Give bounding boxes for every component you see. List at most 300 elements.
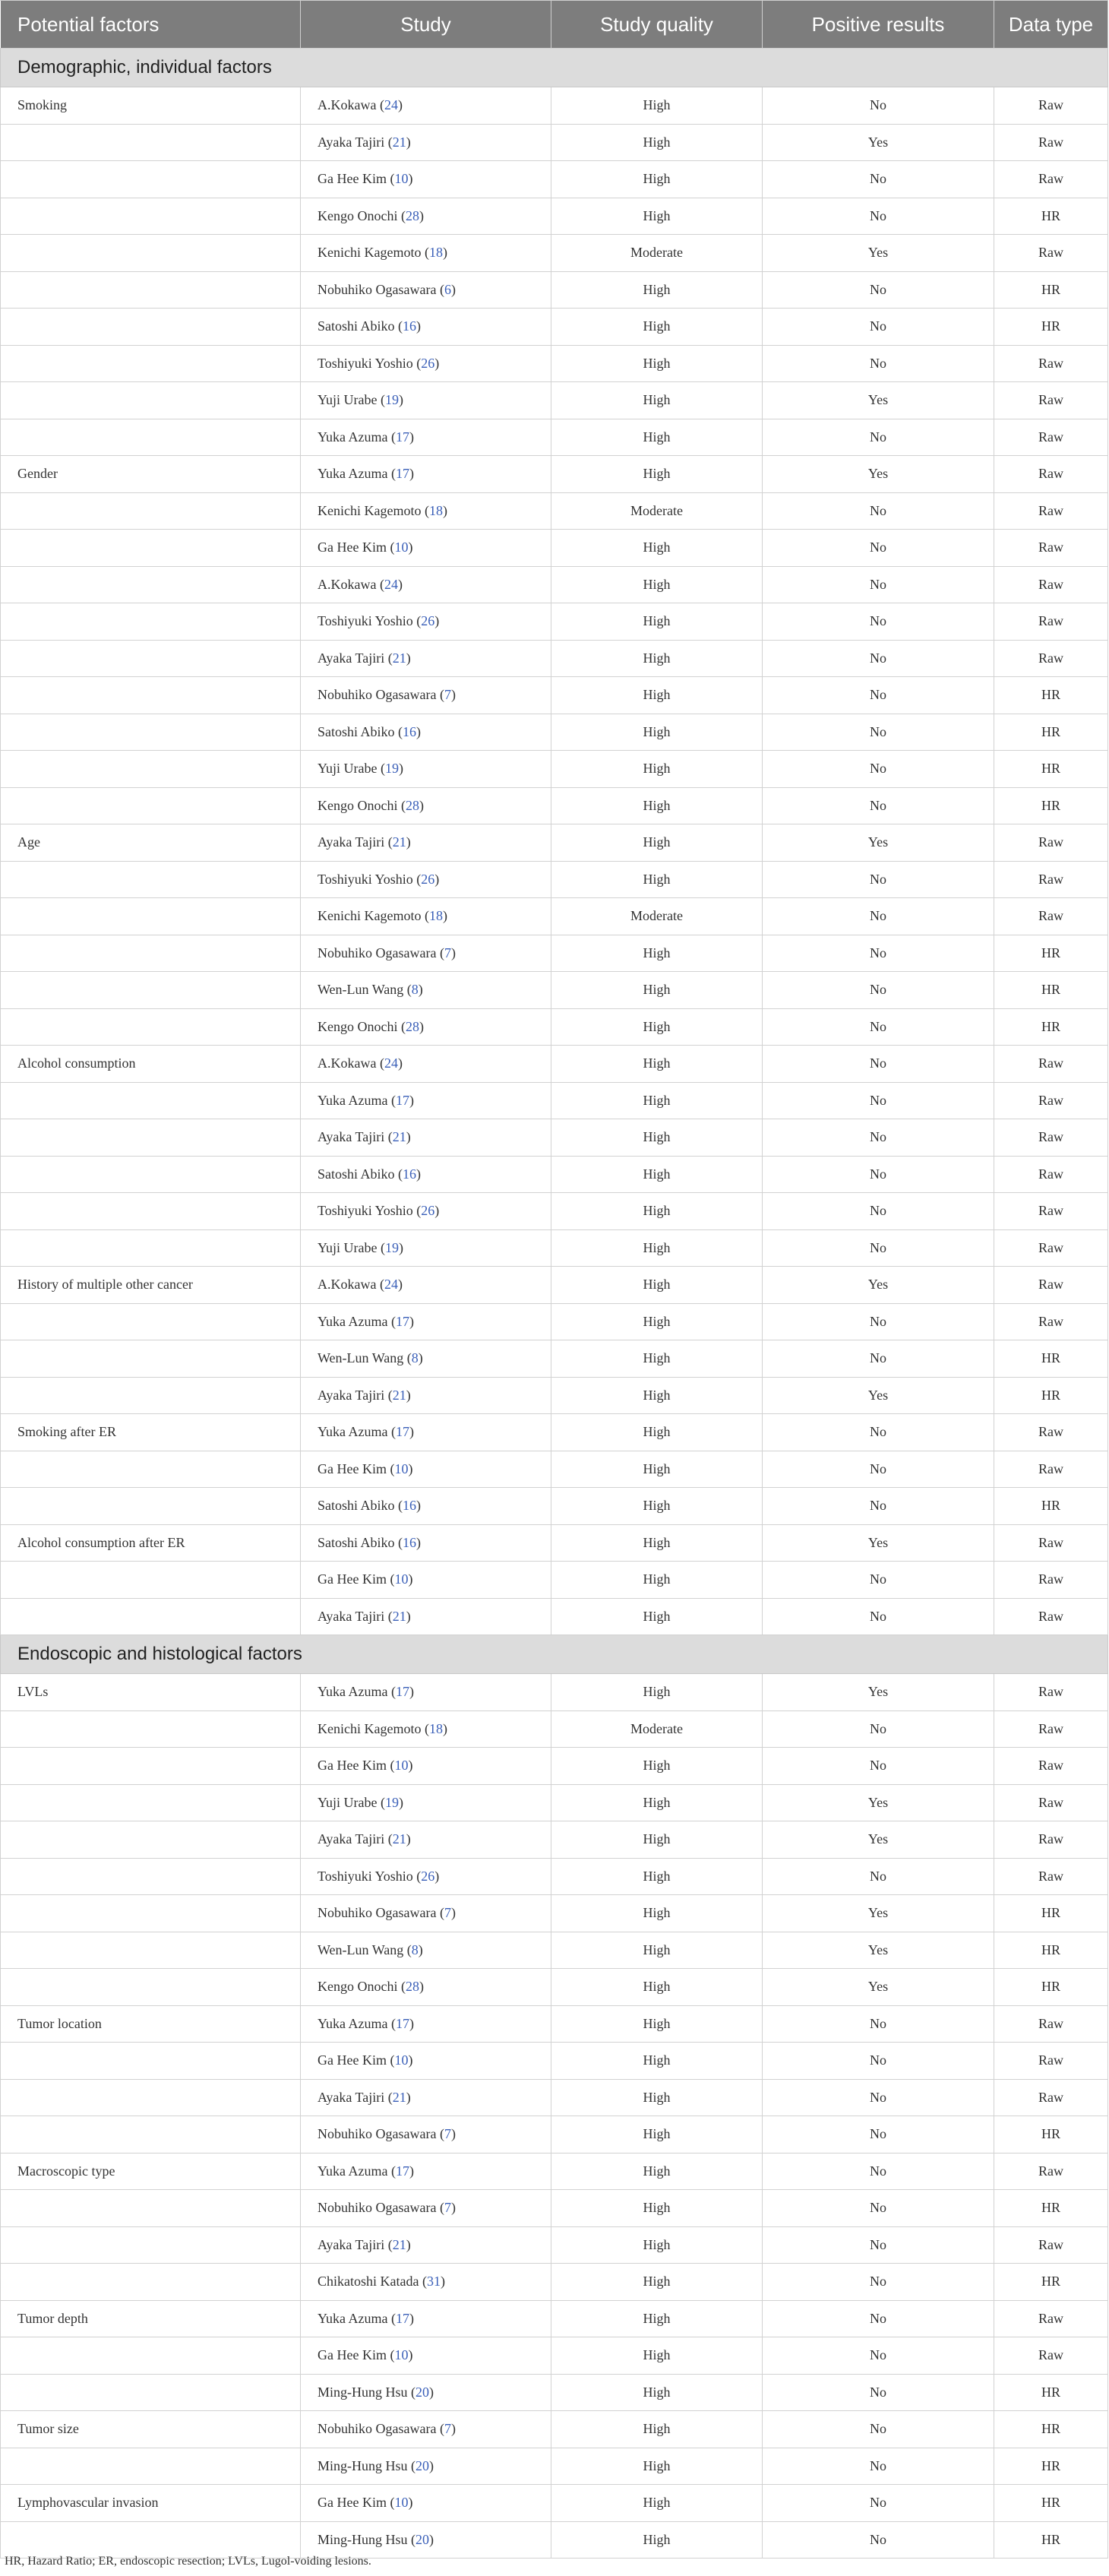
reference-link[interactable]: 10 bbox=[394, 171, 409, 187]
factor-cell bbox=[1, 309, 301, 346]
data-type-cell: Raw bbox=[994, 492, 1108, 530]
factor-cell bbox=[1, 1488, 301, 1525]
data-type-cell: HR bbox=[994, 787, 1108, 824]
data-type-cell: Raw bbox=[994, 1524, 1108, 1562]
reference-link[interactable]: 28 bbox=[405, 797, 419, 813]
factor-cell bbox=[1, 1858, 301, 1895]
study-author: Ga Hee Kim bbox=[318, 1758, 387, 1774]
study-cell: Yuji Urabe (19) bbox=[301, 1784, 551, 1821]
data-type-cell: Raw bbox=[994, 456, 1108, 493]
study-cell: Kengo Onochi (28) bbox=[301, 1008, 551, 1046]
data-type-cell: Raw bbox=[994, 2337, 1108, 2375]
factor-cell: Gender bbox=[1, 456, 301, 493]
data-type-cell: Raw bbox=[994, 419, 1108, 456]
study-author: Ga Hee Kim bbox=[318, 1460, 387, 1476]
data-type-cell: HR bbox=[994, 1895, 1108, 1932]
reference-link[interactable]: 28 bbox=[405, 207, 419, 223]
factor-cell bbox=[1, 1969, 301, 2006]
reference-link[interactable]: 10 bbox=[394, 1758, 409, 1774]
study-author: Toshiyuki Yoshio bbox=[318, 1868, 413, 1884]
positive-results-cell: No bbox=[763, 198, 994, 235]
study-cell: Ga Hee Kim (10) bbox=[301, 161, 551, 198]
positive-results-cell: No bbox=[763, 935, 994, 972]
factor-cell bbox=[1, 1377, 301, 1414]
table-row bbox=[1, 898, 1108, 935]
data-type-cell: Raw bbox=[994, 1858, 1108, 1895]
study-cell: Yuka Azuma (17) bbox=[301, 456, 551, 493]
table-row bbox=[1, 492, 1108, 530]
study-quality-cell: High bbox=[551, 271, 763, 309]
factor-cell bbox=[1, 1562, 301, 1599]
factor-cell bbox=[1, 345, 301, 382]
study-quality-cell: Moderate bbox=[551, 1710, 763, 1748]
data-type-cell: HR bbox=[994, 2116, 1108, 2154]
study-author: Ayaka Tajiri bbox=[318, 1831, 385, 1847]
study-cell: A.Kokawa (24) bbox=[301, 1267, 551, 1304]
study-cell: Ga Hee Kim (10) bbox=[301, 1562, 551, 1599]
data-type-cell: Raw bbox=[994, 1156, 1108, 1193]
factor-cell bbox=[1, 1821, 301, 1859]
study-quality-cell: Moderate bbox=[551, 492, 763, 530]
reference-link[interactable]: 21 bbox=[392, 1387, 406, 1403]
positive-results-cell: No bbox=[763, 2448, 994, 2485]
factor-cell bbox=[1, 530, 301, 567]
factor-cell bbox=[1, 1229, 301, 1267]
factor-cell bbox=[1, 492, 301, 530]
table-row bbox=[1, 2226, 1108, 2264]
study-cell: Nobuhiko Ogasawara (7) bbox=[301, 1895, 551, 1932]
reference-link[interactable]: 18 bbox=[428, 908, 443, 924]
positive-results-cell: No bbox=[763, 2190, 994, 2227]
data-type-cell: HR bbox=[994, 2411, 1108, 2448]
reference-link[interactable]: 21 bbox=[392, 1129, 406, 1145]
column-header-study-quality: Study quality bbox=[551, 1, 763, 49]
study-cell: Kengo Onochi (28) bbox=[301, 1969, 551, 2006]
table-row bbox=[1, 1858, 1108, 1895]
positive-results-cell: No bbox=[763, 1046, 994, 1083]
table-row bbox=[1, 861, 1108, 898]
factor-cell bbox=[1, 603, 301, 641]
reference-link[interactable]: 26 bbox=[421, 355, 435, 371]
positive-results-cell: No bbox=[763, 1488, 994, 1525]
table-row bbox=[1, 161, 1108, 198]
reference-link[interactable]: 16 bbox=[403, 1498, 417, 1514]
reference-link[interactable]: 24 bbox=[384, 1055, 398, 1071]
reference-link[interactable]: 10 bbox=[394, 540, 409, 555]
data-type-cell: HR bbox=[994, 1340, 1108, 1378]
study-cell: Wen-Lun Wang (8) bbox=[301, 972, 551, 1009]
study-author: Kenichi Kagemoto bbox=[318, 908, 422, 924]
table-row bbox=[1, 1524, 1108, 1562]
table-row bbox=[1, 1303, 1108, 1340]
study-quality-cell: Moderate bbox=[551, 235, 763, 272]
factor-cell bbox=[1, 1748, 301, 1785]
reference-link[interactable]: 17 bbox=[395, 429, 409, 445]
reference-link[interactable]: 17 bbox=[395, 2015, 409, 2031]
study-quality-cell: High bbox=[551, 1562, 763, 1599]
factor-cell bbox=[1, 382, 301, 419]
study-quality-cell: High bbox=[551, 345, 763, 382]
factor-cell: Age bbox=[1, 824, 301, 862]
reference-link[interactable]: 20 bbox=[415, 2457, 430, 2473]
table-row bbox=[1, 2300, 1108, 2337]
data-type-cell: Raw bbox=[994, 2153, 1108, 2190]
reference-link[interactable]: 16 bbox=[403, 1166, 417, 1182]
study-cell: Ga Hee Kim (10) bbox=[301, 2337, 551, 2375]
table-row bbox=[1, 1932, 1108, 1969]
study-author: Satoshi Abiko bbox=[318, 1534, 395, 1550]
positive-results-cell: Yes bbox=[763, 1267, 994, 1304]
table-row bbox=[1, 2190, 1108, 2227]
study-author: Ayaka Tajiri bbox=[318, 1387, 385, 1403]
table-row bbox=[1, 2153, 1108, 2190]
reference-link[interactable]: 24 bbox=[384, 1277, 398, 1293]
reference-link[interactable]: 16 bbox=[403, 723, 417, 739]
study-cell: Ayaka Tajiri (21) bbox=[301, 1821, 551, 1859]
study-author: Ayaka Tajiri bbox=[318, 834, 385, 850]
data-type-cell: Raw bbox=[994, 87, 1108, 125]
reference-link[interactable]: 21 bbox=[392, 1831, 406, 1847]
factor-cell: Smoking bbox=[1, 87, 301, 125]
study-cell: Yuka Azuma (17) bbox=[301, 1674, 551, 1711]
factor-cell bbox=[1, 419, 301, 456]
reference-link[interactable]: 7 bbox=[444, 2200, 451, 2216]
section-header-row bbox=[1, 49, 1108, 87]
table-row bbox=[1, 345, 1108, 382]
data-type-cell: Raw bbox=[994, 1562, 1108, 1599]
study-quality-cell: High bbox=[551, 1229, 763, 1267]
table-row bbox=[1, 1562, 1108, 1599]
reference-link[interactable]: 28 bbox=[405, 1018, 419, 1034]
table-row bbox=[1, 2485, 1108, 2522]
reference-link[interactable]: 26 bbox=[421, 1203, 435, 1219]
study-quality-cell: High bbox=[551, 1821, 763, 1859]
study-quality-cell: High bbox=[551, 2005, 763, 2043]
positive-results-cell: No bbox=[763, 861, 994, 898]
table-row bbox=[1, 1267, 1108, 1304]
reference-link[interactable]: 10 bbox=[394, 2495, 409, 2511]
study-quality-cell: High bbox=[551, 161, 763, 198]
study-quality-cell: High bbox=[551, 382, 763, 419]
table-row bbox=[1, 1082, 1108, 1119]
study-cell: Ayaka Tajiri (21) bbox=[301, 2226, 551, 2264]
study-quality-cell: High bbox=[551, 1377, 763, 1414]
reference-link[interactable]: 10 bbox=[394, 1571, 409, 1587]
factor-cell bbox=[1, 1156, 301, 1193]
study-quality-cell: High bbox=[551, 456, 763, 493]
study-quality-cell: High bbox=[551, 198, 763, 235]
factor-cell bbox=[1, 898, 301, 935]
study-cell: Ayaka Tajiri (21) bbox=[301, 1119, 551, 1157]
positive-results-cell: No bbox=[763, 1451, 994, 1488]
positive-results-cell: No bbox=[763, 2116, 994, 2154]
table-row bbox=[1, 419, 1108, 456]
factor-cell: Alcohol consumption bbox=[1, 1046, 301, 1083]
reference-link[interactable]: 10 bbox=[394, 1460, 409, 1476]
table-row bbox=[1, 2521, 1108, 2559]
data-type-cell: HR bbox=[994, 198, 1108, 235]
study-quality-cell: High bbox=[551, 1082, 763, 1119]
study-author: Yuji Urabe bbox=[318, 392, 378, 408]
study-quality-cell: High bbox=[551, 677, 763, 714]
reference-link[interactable]: 7 bbox=[444, 687, 451, 703]
study-cell: Ming-Hung Hsu (20) bbox=[301, 2448, 551, 2485]
table-row bbox=[1, 677, 1108, 714]
data-type-cell: Raw bbox=[994, 2226, 1108, 2264]
study-quality-cell: High bbox=[551, 1858, 763, 1895]
factor-cell: Smoking after ER bbox=[1, 1414, 301, 1451]
reference-link[interactable]: 7 bbox=[444, 945, 451, 960]
table-row bbox=[1, 382, 1108, 419]
reference-link[interactable]: 28 bbox=[405, 1979, 419, 1995]
table-row bbox=[1, 603, 1108, 641]
study-author: Ming-Hung Hsu bbox=[318, 2457, 408, 2473]
study-author: Ga Hee Kim bbox=[318, 1571, 387, 1587]
table-row bbox=[1, 566, 1108, 603]
table-row bbox=[1, 2043, 1108, 2080]
positive-results-cell: No bbox=[763, 1598, 994, 1635]
positive-results-cell: Yes bbox=[763, 824, 994, 862]
study-quality-cell: High bbox=[551, 1524, 763, 1562]
study-quality-cell: High bbox=[551, 2448, 763, 2485]
reference-link[interactable]: 26 bbox=[421, 1868, 435, 1884]
study-author: A.Kokawa bbox=[318, 576, 377, 592]
data-type-cell: HR bbox=[994, 2448, 1108, 2485]
factor-cell bbox=[1, 2079, 301, 2116]
reference-link[interactable]: 17 bbox=[395, 466, 409, 482]
positive-results-cell: Yes bbox=[763, 124, 994, 161]
positive-results-cell: No bbox=[763, 714, 994, 751]
table-row bbox=[1, 124, 1108, 161]
study-author: A.Kokawa bbox=[318, 1277, 377, 1293]
study-author: Kengo Onochi bbox=[318, 207, 398, 223]
reference-link[interactable]: 31 bbox=[426, 2274, 441, 2290]
reference-link[interactable]: 20 bbox=[415, 2531, 430, 2547]
study-author: Yuka Azuma bbox=[318, 466, 388, 482]
factor-cell bbox=[1, 2521, 301, 2559]
study-author: Wen-Lun Wang bbox=[318, 1350, 404, 1366]
reference-link[interactable]: 18 bbox=[428, 245, 443, 261]
study-quality-cell: High bbox=[551, 972, 763, 1009]
reference-link[interactable]: 8 bbox=[411, 1350, 419, 1366]
study-cell: Ming-Hung Hsu (20) bbox=[301, 2374, 551, 2411]
reference-link[interactable]: 21 bbox=[392, 650, 406, 666]
study-author: Satoshi Abiko bbox=[318, 723, 395, 739]
study-cell: Toshiyuki Yoshio (26) bbox=[301, 603, 551, 641]
reference-link[interactable]: 24 bbox=[384, 97, 398, 113]
reference-link[interactable]: 21 bbox=[392, 2236, 406, 2252]
data-type-cell: HR bbox=[994, 2521, 1108, 2559]
reference-link[interactable]: 6 bbox=[444, 281, 451, 297]
factor-cell bbox=[1, 2264, 301, 2301]
reference-link[interactable]: 17 bbox=[395, 1313, 409, 1329]
reference-link[interactable]: 21 bbox=[392, 134, 406, 150]
table-row bbox=[1, 1451, 1108, 1488]
reference-link[interactable]: 8 bbox=[411, 1941, 419, 1957]
study-quality-cell: High bbox=[551, 640, 763, 677]
study-author: Ga Hee Kim bbox=[318, 2347, 387, 2363]
factor-cell bbox=[1, 972, 301, 1009]
study-author: Nobuhiko Ogasawara bbox=[318, 2421, 437, 2437]
data-type-cell: HR bbox=[994, 972, 1108, 1009]
study-cell: Yuka Azuma (17) bbox=[301, 1082, 551, 1119]
study-quality-cell: High bbox=[551, 1303, 763, 1340]
reference-link[interactable]: 8 bbox=[411, 982, 419, 998]
table-body bbox=[1, 49, 1108, 2559]
reference-link[interactable]: 26 bbox=[421, 613, 435, 629]
data-type-cell: Raw bbox=[994, 161, 1108, 198]
study-cell: Ga Hee Kim (10) bbox=[301, 2485, 551, 2522]
reference-link[interactable]: 7 bbox=[444, 2421, 451, 2437]
data-type-cell: HR bbox=[994, 309, 1108, 346]
study-quality-cell: High bbox=[551, 2411, 763, 2448]
study-quality-cell: High bbox=[551, 603, 763, 641]
positive-results-cell: No bbox=[763, 2521, 994, 2559]
table-row bbox=[1, 1008, 1108, 1046]
study-quality-cell: High bbox=[551, 2485, 763, 2522]
reference-link[interactable]: 24 bbox=[384, 576, 398, 592]
positive-results-cell: No bbox=[763, 787, 994, 824]
table-row bbox=[1, 787, 1108, 824]
factor-cell bbox=[1, 1303, 301, 1340]
data-type-cell: Raw bbox=[994, 530, 1108, 567]
study-quality-cell: High bbox=[551, 1784, 763, 1821]
positive-results-cell: No bbox=[763, 603, 994, 641]
study-author: Yuka Azuma bbox=[318, 1424, 388, 1440]
reference-link[interactable]: 21 bbox=[392, 834, 406, 850]
positive-results-cell: No bbox=[763, 2226, 994, 2264]
study-cell: Yuka Azuma (17) bbox=[301, 2153, 551, 2190]
table-row bbox=[1, 235, 1108, 272]
data-type-cell: HR bbox=[994, 1377, 1108, 1414]
study-cell: Nobuhiko Ogasawara (7) bbox=[301, 935, 551, 972]
positive-results-cell: No bbox=[763, 1303, 994, 1340]
study-quality-cell: High bbox=[551, 1414, 763, 1451]
section-title: Demographic, individual factors bbox=[1, 49, 1108, 87]
table-row bbox=[1, 1748, 1108, 1785]
study-author: Nobuhiko Ogasawara bbox=[318, 2126, 437, 2142]
reference-link[interactable]: 7 bbox=[444, 1905, 451, 1921]
study-cell: Ga Hee Kim (10) bbox=[301, 2043, 551, 2080]
study-cell: Kenichi Kagemoto (18) bbox=[301, 492, 551, 530]
table-row bbox=[1, 824, 1108, 862]
study-quality-cell: High bbox=[551, 309, 763, 346]
study-quality-cell: High bbox=[551, 2043, 763, 2080]
study-author: Kengo Onochi bbox=[318, 1979, 398, 1995]
table-row bbox=[1, 1340, 1108, 1378]
data-type-cell: Raw bbox=[994, 2300, 1108, 2337]
positive-results-cell: No bbox=[763, 87, 994, 125]
reference-link[interactable]: 7 bbox=[444, 2126, 451, 2142]
reference-link[interactable]: 17 bbox=[395, 2163, 409, 2179]
column-header-data-type: Data type bbox=[994, 1, 1108, 49]
data-type-cell: HR bbox=[994, 271, 1108, 309]
reference-link[interactable]: 19 bbox=[384, 1239, 399, 1255]
positive-results-cell: No bbox=[763, 566, 994, 603]
factor-cell bbox=[1, 1932, 301, 1969]
study-author: Ga Hee Kim bbox=[318, 171, 387, 187]
table-row bbox=[1, 1414, 1108, 1451]
data-type-cell: HR bbox=[994, 751, 1108, 788]
study-author: Nobuhiko Ogasawara bbox=[318, 281, 437, 297]
study-cell: Ayaka Tajiri (21) bbox=[301, 2079, 551, 2116]
reference-link[interactable]: 19 bbox=[384, 761, 399, 777]
study-cell: Ayaka Tajiri (21) bbox=[301, 124, 551, 161]
reference-link[interactable]: 21 bbox=[392, 2089, 406, 2105]
reference-link[interactable]: 20 bbox=[415, 2384, 430, 2400]
table-row bbox=[1, 1674, 1108, 1711]
table-row bbox=[1, 1156, 1108, 1193]
reference-link[interactable]: 17 bbox=[395, 2310, 409, 2326]
reference-link[interactable]: 21 bbox=[392, 1608, 406, 1624]
study-author: Kenichi Kagemoto bbox=[318, 245, 422, 261]
data-type-cell: Raw bbox=[994, 345, 1108, 382]
reference-link[interactable]: 17 bbox=[395, 1424, 409, 1440]
study-author: Satoshi Abiko bbox=[318, 1166, 395, 1182]
table-row bbox=[1, 1046, 1108, 1083]
study-author: Ga Hee Kim bbox=[318, 540, 387, 555]
positive-results-cell: No bbox=[763, 2485, 994, 2522]
reference-link[interactable]: 10 bbox=[394, 2052, 409, 2068]
study-author: A.Kokawa bbox=[318, 1055, 377, 1071]
positive-results-cell: No bbox=[763, 1414, 994, 1451]
reference-link[interactable]: 17 bbox=[395, 1092, 409, 1108]
factor-cell bbox=[1, 271, 301, 309]
table-row bbox=[1, 2411, 1108, 2448]
positive-results-cell: No bbox=[763, 1748, 994, 1785]
positive-results-cell: No bbox=[763, 1119, 994, 1157]
factor-cell: Tumor size bbox=[1, 2411, 301, 2448]
positive-results-cell: No bbox=[763, 1340, 994, 1378]
positive-results-cell: No bbox=[763, 972, 994, 1009]
data-type-cell: Raw bbox=[994, 640, 1108, 677]
positive-results-cell: No bbox=[763, 2043, 994, 2080]
data-type-cell: Raw bbox=[994, 898, 1108, 935]
study-cell: Ayaka Tajiri (21) bbox=[301, 1598, 551, 1635]
reference-link[interactable]: 18 bbox=[428, 1720, 443, 1736]
positive-results-cell: No bbox=[763, 640, 994, 677]
positive-results-cell: No bbox=[763, 271, 994, 309]
study-quality-cell: High bbox=[551, 1156, 763, 1193]
study-quality-cell: High bbox=[551, 1267, 763, 1304]
reference-link[interactable]: 16 bbox=[403, 318, 417, 334]
factor-cell bbox=[1, 2043, 301, 2080]
table-row bbox=[1, 640, 1108, 677]
reference-link[interactable]: 19 bbox=[384, 1794, 399, 1810]
study-author: Yuka Azuma bbox=[318, 2163, 388, 2179]
study-author: Yuka Azuma bbox=[318, 1092, 388, 1108]
study-author: Kenichi Kagemoto bbox=[318, 1720, 422, 1736]
data-type-cell: Raw bbox=[994, 1303, 1108, 1340]
table-row bbox=[1, 972, 1108, 1009]
study-author: Ga Hee Kim bbox=[318, 2052, 387, 2068]
reference-link[interactable]: 26 bbox=[421, 871, 435, 887]
reference-link[interactable]: 16 bbox=[403, 1534, 417, 1550]
reference-link[interactable]: 10 bbox=[394, 2347, 409, 2363]
factor-cell bbox=[1, 714, 301, 751]
study-quality-cell: High bbox=[551, 1895, 763, 1932]
positive-results-cell: No bbox=[763, 419, 994, 456]
study-quality-cell: High bbox=[551, 2300, 763, 2337]
table-row bbox=[1, 87, 1108, 125]
reference-link[interactable]: 17 bbox=[395, 1684, 409, 1700]
reference-link[interactable]: 18 bbox=[428, 502, 443, 518]
table-header-row bbox=[1, 1, 1108, 49]
reference-link[interactable]: 19 bbox=[384, 392, 399, 408]
data-type-cell: Raw bbox=[994, 2005, 1108, 2043]
table-row bbox=[1, 456, 1108, 493]
study-cell: Nobuhiko Ogasawara (7) bbox=[301, 2190, 551, 2227]
